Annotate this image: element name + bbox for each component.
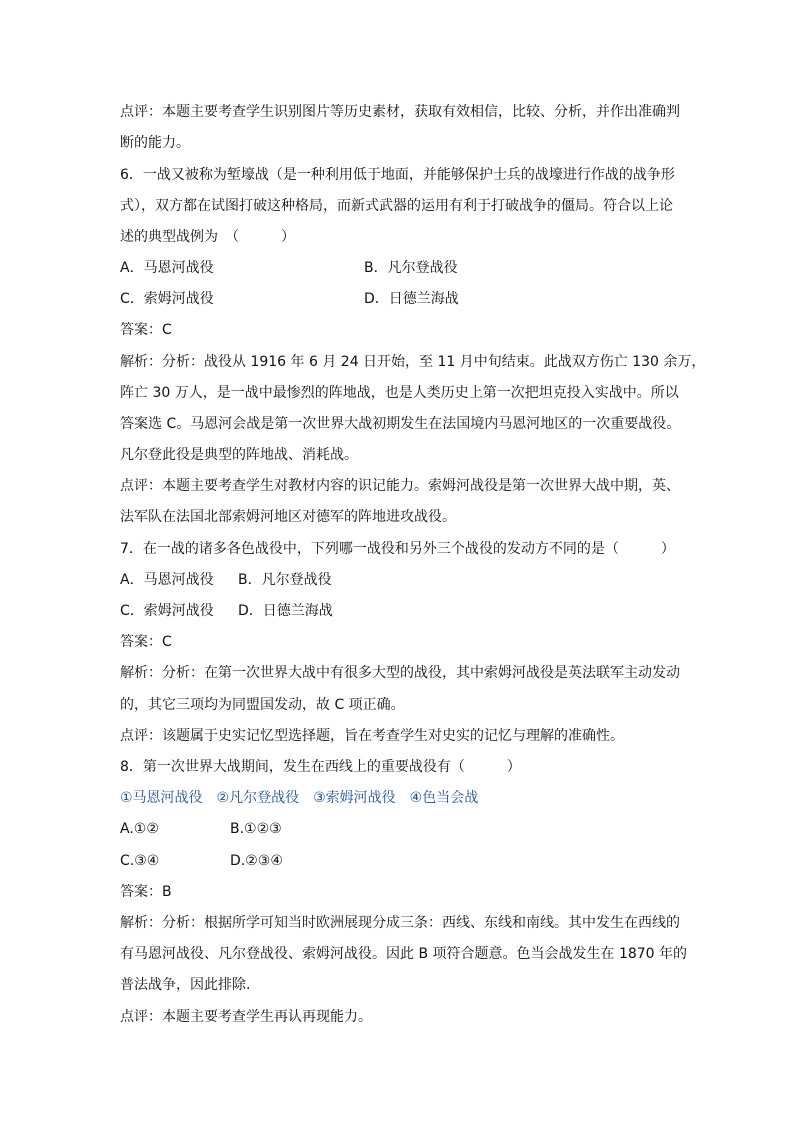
q6-stem-line2: 式），双方都在试图打破这种格局，而新式武器的运用有利于打破战争的僵局。符合以上论: [120, 198, 673, 214]
q6-comment-line1: 点评：本题主要考查学生对教材内容的识记能力。索姆河战役是第一次世界大战中期，英、: [120, 478, 680, 494]
q8-comment: 点评：本题主要考查学生再认再现能力。: [120, 1009, 372, 1025]
q6-comment-line2: 法军队在法国北部索姆河地区对德军的阵地进攻战役。: [120, 509, 456, 525]
q6-analysis-line1: 解析：分析：战役从 1916 年 6 月 24 日开始，至 11 月中旬结束。此战双方伤亡 130 余万，: [120, 354, 706, 370]
q7-stem: 7．在一战的诸多各色战役中，下列哪一战役和另外三个战役的发动方不同的是（ ）: [120, 541, 675, 557]
q5-comment-line1: 点评：本题主要考查学生识别图片等历史素材，获取有效相信，比较、分析，并作出准确判: [120, 104, 680, 120]
q6-option-a: A．马恩河战役: [120, 260, 214, 276]
q7-comment: 点评：该题属于史实记忆型选择题，旨在考查学生对史实的记忆与理解的准确性。: [120, 728, 624, 744]
q6-answer: 答案：C: [120, 322, 172, 338]
q6-analysis-line2: 阵亡 30 万人，是一战中最惨烈的阵地战，也是人类历史上第一次把坦克投入实战中。所以: [120, 385, 679, 401]
q7-answer: 答案：C: [120, 634, 172, 650]
q8-option-d: D.②③④: [230, 853, 283, 869]
q6-option-d: D．日德兰海战: [364, 291, 459, 307]
q6-analysis-line3: 答案选 C。马恩河会战是第一次世界大战初期发生在法国境内马恩河地区的一次重要战役。: [120, 416, 681, 432]
q8-items: ①马恩河战役 ②凡尔登战役 ③索姆河战役 ④色当会战: [120, 790, 479, 806]
q6-option-b: B．凡尔登战役: [364, 260, 458, 276]
q8-analysis-line3: 普法战争，因此排除.: [120, 977, 251, 993]
q8-option-a: A.①②: [120, 821, 159, 837]
q8-analysis-line2: 有马恩河战役、凡尔登战役、索姆河战役。因此 B 项符合题意。色当会战发生在 1870 年的: [120, 946, 688, 962]
q6-analysis-line4: 凡尔登此役是典型的阵地战、消耗战。: [120, 447, 358, 463]
q8-stem: 8．第一次世界大战期间，发生在西线上的重要战役有（ ）: [120, 759, 521, 775]
q7-option-b: B．凡尔登战役: [238, 572, 332, 588]
q5-comment-line2: 断的能力。: [120, 135, 190, 151]
q8-analysis-line1: 解析：分析：根据所学可知当时欧洲展现分成三条：西线、东线和南线。其中发生在西线的: [120, 915, 680, 931]
q7-option-c: C．索姆河战役: [120, 603, 214, 619]
q7-option-d: D．日德兰海战: [238, 603, 333, 619]
q7-analysis-line2: 的，其它三项均为同盟国发动，故 C 项正确。: [120, 697, 405, 713]
q6-option-c: C．索姆河战役: [120, 291, 214, 307]
q6-stem-line1: 6．一战又被称为堑壕战（是一种利用低于地面，并能够保护士兵的战壕进行作战的战争形: [120, 167, 675, 183]
q8-answer: 答案：B: [120, 884, 172, 900]
q7-option-a: A．马恩河战役: [120, 572, 214, 588]
q6-stem-line3: 述的典型战例为 （ ）: [120, 229, 295, 245]
q7-analysis-line1: 解析：分析：在第一次世界大战中有很多大型的战役，其中索姆河战役是英法联军主动发动: [120, 665, 680, 681]
q8-option-c: C.③④: [120, 853, 160, 869]
q8-option-b: B.①②③: [230, 821, 282, 837]
